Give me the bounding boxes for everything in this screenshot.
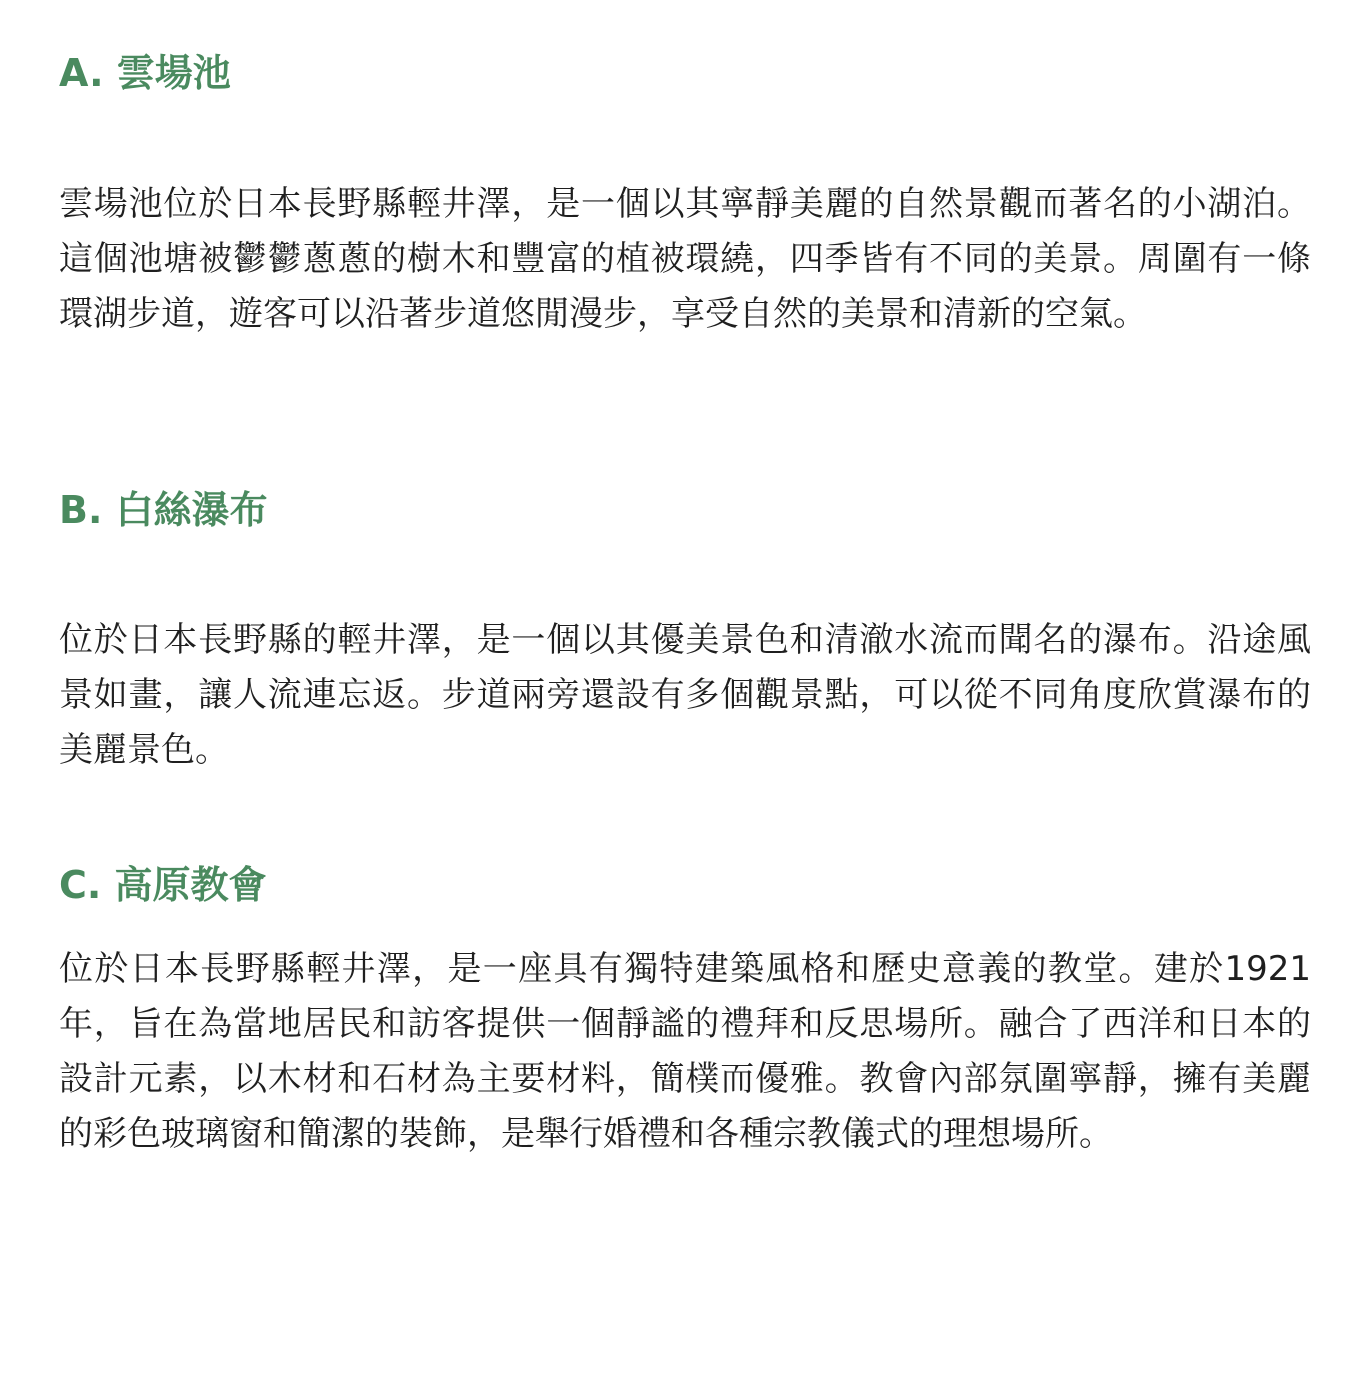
section-highland-church (59, 858, 1311, 1162)
section-shiraito-falls (59, 483, 1311, 778)
section-heading: A. 雲場池 (59, 51, 231, 95)
section-paragraph: 位於日本長野縣輕井澤，是一座具有獨特建築風格和歷史意義的教堂。建於1921年，旨在為當地居民和訪客提供一個靜謐的禮拜和反思場所。融合了西洋和日本的設計元素，以木材和石材為主要材料，簡樸而優雅。教會內部氛圍寧靜，擁有美麗的彩色玻璃窗和簡潔的裝飾，是舉行婚禮和各種宗教儀式的理想場所。 (59, 949, 1311, 1154)
section-kumoba-pond (59, 46, 1311, 342)
section-heading: B. 白絲瀑布 (59, 488, 268, 532)
section-heading: C. 高原教會 (59, 863, 267, 907)
section-paragraph: 位於日本長野縣的輕井澤，是一個以其優美景色和清澈水流而聞名的瀑布。沿途風景如畫，讓人流連忘返。步道兩旁還設有多個觀景點，可以從不同角度欣賞瀑布的美麗景色。 (59, 620, 1311, 770)
section-paragraph: 雲場池位於日本長野縣輕井澤，是一個以其寧靜美麗的自然景觀而著名的小湖泊。這個池塘被鬱鬱蔥蔥的樹木和豐富的植被環繞，四季皆有不同的美景。周圍有一條環湖步道，遊客可以沿著步道悠閒漫步，享受自然的美景和清新的空氣。 (59, 184, 1311, 334)
